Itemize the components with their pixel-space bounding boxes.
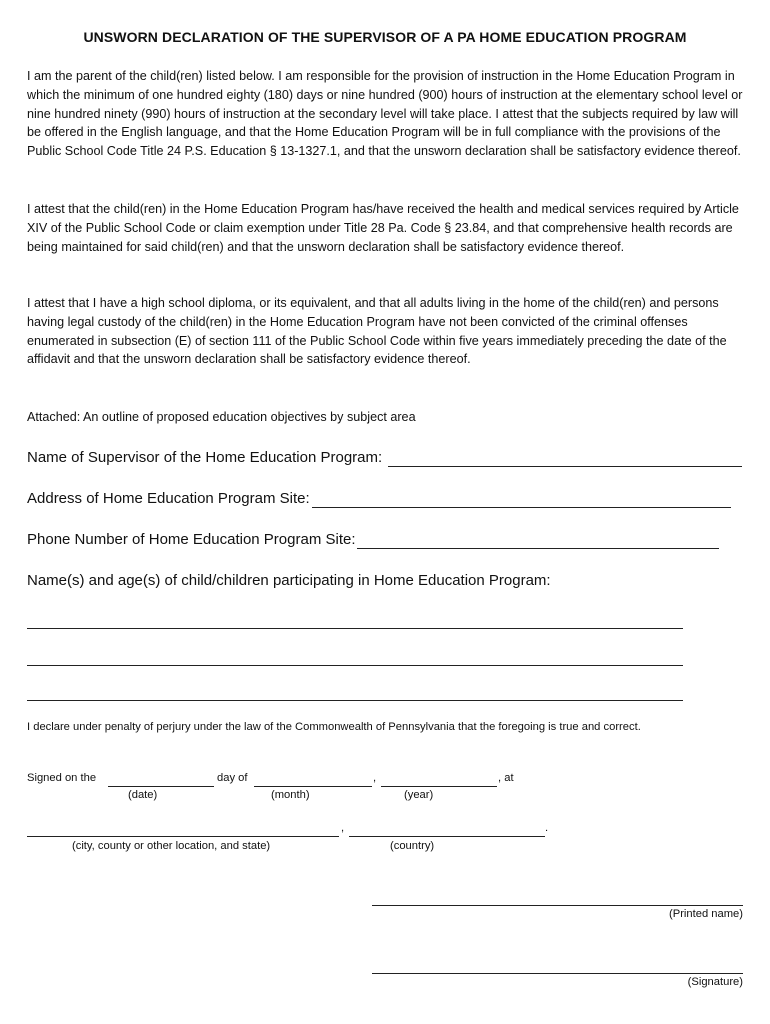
children-line-3[interactable] <box>27 700 683 701</box>
form-title: UNSWORN DECLARATION OF THE SUPERVISOR OF A PA HOME EDUCATION PROGRAM <box>83 29 687 45</box>
signed-on-label: Signed on the <box>27 772 97 784</box>
diploma-paragraph: I attest that I have a high school diploma, or its equivalent, and that all adults living in the home of the child(ren) and persons having legal custody of the child(ren) in the Home Education Program have not been convicted of the criminal offenses enumerated in subsection (E) of section 111 of the Public School Code within five years immediately preceding the date of the affidavit and that the unsworn declaration shall be satisfactory evidence thereof. <box>27 296 727 367</box>
month-caption: (month) <box>271 789 310 801</box>
site-phone-field[interactable] <box>357 548 719 549</box>
location-field[interactable] <box>27 836 339 837</box>
date-field[interactable] <box>108 786 214 787</box>
at-label: , at <box>498 772 514 784</box>
country-caption: (country) <box>390 840 435 852</box>
health-paragraph: I attest that the child(ren) in the Home Education Program has/have received the health and medical services required by Article XIV of the Public School Code or claim exemption under Title 28 Pa. Code § 23.84, and that comprehensive health records are being maintained for said child(ren) and that the unsworn declaration shall be satisfactory evidence thereof. <box>27 202 739 254</box>
attachment-note: Attached: An outline of proposed education objectives by subject area <box>27 410 416 424</box>
location-caption: (city, county or other location, and state) <box>72 840 271 852</box>
year-field[interactable] <box>381 786 497 787</box>
supervisor-name-field[interactable] <box>388 466 742 467</box>
parent-paragraph: I am the parent of the child(ren) listed below. I am responsible for the provision of instruction in the Home Education Program in which the minimum of one hundred eighty (180) days or nine hundred (900) hours of instruction at the elementary school level or nine hundred ninety (990) hours of instruction at the secondary level will take place. I attest that the subjects required by law will be offered in the English language, and that the Home Education Program will be in full compliance with the provisions of the Public School Code Title 24 P.S. Education § 13-1327.1, and that the unsworn declaration shall be satisfactory evidence thereof. <box>27 69 743 159</box>
printed-name-caption: (Printed name) <box>669 908 743 920</box>
month-comma: , <box>373 772 377 784</box>
children-line-2[interactable] <box>27 665 683 666</box>
country-field[interactable] <box>349 836 545 837</box>
country-period: . <box>545 822 549 834</box>
day-of-label: day of <box>217 772 248 784</box>
signature-caption: (Signature) <box>687 976 743 988</box>
printed-name-field[interactable] <box>372 905 743 906</box>
month-field[interactable] <box>254 786 372 787</box>
location-comma: , <box>341 822 345 834</box>
supervisor-name-label: Name of Supervisor of the Home Education Program: <box>27 449 383 466</box>
site-phone-label: Phone Number of Home Education Program Site: <box>27 531 356 548</box>
children-label: Name(s) and age(s) of child/children participating in Home Education Program: <box>27 572 551 589</box>
perjury-declaration: I declare under penalty of perjury under the law of the Commonwealth of Pennsylvania that the foregoing is true and correct. <box>27 721 641 733</box>
signature-field[interactable] <box>372 973 743 974</box>
date-caption: (date) <box>128 789 158 801</box>
children-line-1[interactable] <box>27 628 683 629</box>
year-caption: (year) <box>404 789 434 801</box>
site-address-field[interactable] <box>312 507 731 508</box>
site-address-label: Address of Home Education Program Site: <box>27 490 310 507</box>
